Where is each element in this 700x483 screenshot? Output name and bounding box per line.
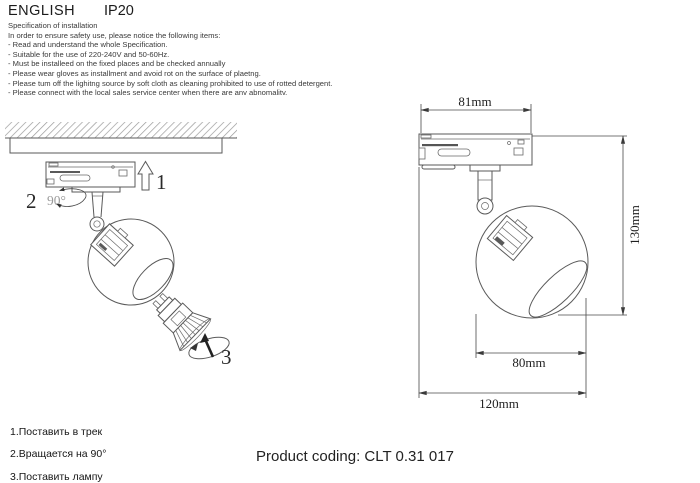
step3-number: 3 <box>221 345 232 369</box>
track-adapter <box>46 162 135 192</box>
spec-item: - Please tum off the lighitng source by soft cloth as cleaning prohibited to use of rotted detergent. <box>8 78 333 88</box>
dim-adapter-width: 81mm <box>458 94 492 109</box>
installation-diagram <box>0 105 260 395</box>
stem <box>477 171 493 214</box>
sphere-shade <box>476 206 594 325</box>
dim-total-height: 130mm <box>627 205 642 245</box>
russian-step: 1.Поставить в трек <box>10 426 103 438</box>
russian-step: 3.Поставить лампу <box>10 470 103 483</box>
insert-up-arrow <box>138 162 153 191</box>
spec-item: - Read and understand the whole Specification. <box>8 40 168 50</box>
ip-rating-label: IP20 <box>104 3 134 19</box>
dim-total-depth: 120mm <box>479 396 519 411</box>
product-coding: Product coding: CLT 0.31 017 <box>256 448 454 465</box>
russian-steps-list <box>10 421 106 483</box>
spec-item: - Please connect with the local sales service center when there are anv abnomalitv. <box>8 88 288 98</box>
spec-item: - Must be installeed on the fixed places and be checked annually <box>8 59 226 69</box>
spec-item: - Suitable for the use of 220-240V and 50-60Hz. <box>8 49 170 59</box>
specification-block <box>8 21 332 98</box>
stem <box>90 192 104 231</box>
dimension-drawing <box>400 85 700 415</box>
track-adapter <box>419 134 532 171</box>
spec-intro: In order to ensure safety use, please notice the following items: <box>8 30 221 40</box>
rotation-angle-label: 90° <box>47 193 66 208</box>
russian-step: 2.Вращается на 90° <box>10 448 107 461</box>
spec-title: Specification of installation <box>8 21 98 30</box>
dim-sphere-diameter: 80mm <box>512 355 546 370</box>
language-label: ENGLISH <box>8 3 76 19</box>
dimension-81mm <box>421 94 531 133</box>
ceiling <box>5 122 237 153</box>
step2-number: 2 <box>26 189 37 213</box>
spec-item: - Please wear gloves as installment and avoid rot on the surface of plaetng. <box>8 68 261 78</box>
step1-number: 1 <box>156 170 167 194</box>
